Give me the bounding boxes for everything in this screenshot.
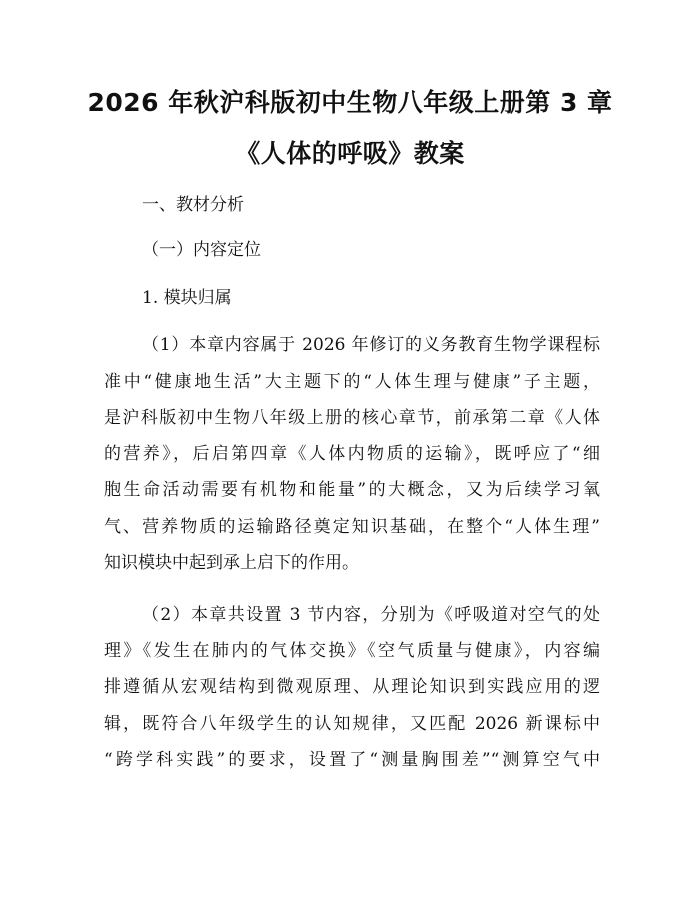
paragraph-2-line: 排遵循从宏观结构到微观原理、从理论知识到实践应用的逻 <box>104 677 600 697</box>
paragraph-1-line: 是沪科版初中生物八年级上册的核心章节，前承第二章《人体 <box>104 408 600 428</box>
subsection-heading-content-positioning: （一）内容定位 <box>142 240 261 260</box>
paragraph-2-line: （2）本章共设置 3 节内容，分别为《呼吸道对空气的处 <box>142 605 600 625</box>
document-title-line-2: 《人体的呼吸》教案 <box>235 139 465 168</box>
paragraph-2-line: 辑，既符合八年级学生的认知规律，又匹配 2026 新课标中 <box>104 714 600 734</box>
paragraph-1-line: （1）本章内容属于 2026 年修订的义务教育生物学课程标 <box>142 335 600 355</box>
paragraph-1-line: 胞生命活动需要有机物和能量”的大概念，又为后续学习氧 <box>104 480 600 500</box>
paragraph-2-line: “跨学科实践”的要求，设置了“测量胸围差”“测算空气中 <box>104 750 600 770</box>
paragraph-2-line: 理》《发生在肺内的气体交换》《空气质量与健康》，内容编 <box>104 641 600 661</box>
paragraph-1-line: 准中“健康地生活”大主题下的“人体生理与健康”子主题， <box>104 372 600 392</box>
document-title-line-1: 2026 年秋沪科版初中生物八年级上册第 3 章 <box>87 88 613 117</box>
paragraph-1-line: 的营养》，后启第四章《人体内物质的运输》，既呼应了“细 <box>104 444 600 464</box>
paragraph-1-line: 气、营养物质的运输路径奠定知识基础，在整个“人体生理” <box>104 517 600 537</box>
paragraph-1-line: 知识模块中起到承上启下的作用。 <box>104 553 359 573</box>
subsubsection-heading-module-affiliation: 1. 模块归属 <box>142 288 232 308</box>
section-heading-textbook-analysis: 一、教材分析 <box>142 195 244 215</box>
